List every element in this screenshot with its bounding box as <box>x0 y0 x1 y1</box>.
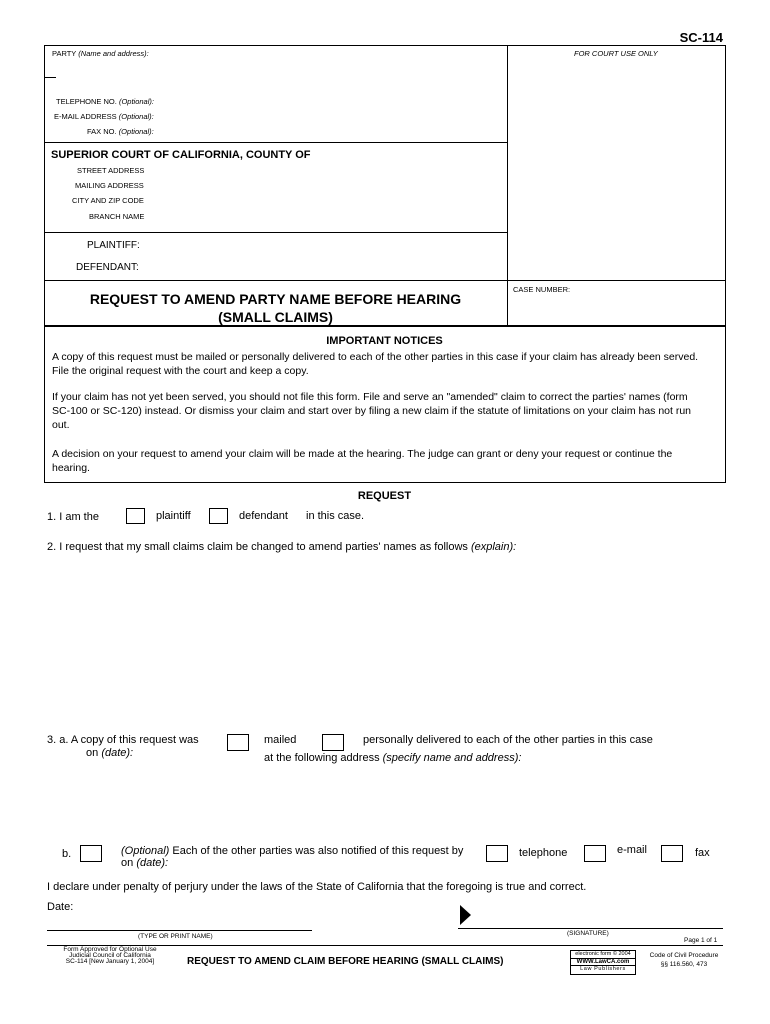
optional-notify-checkbox[interactable] <box>80 845 102 862</box>
fax-option-label: fax <box>695 847 710 859</box>
lawca-badge: electronic form © 2004 WWW.LawCA.com Law Publishers <box>570 950 636 975</box>
fax-checkbox[interactable] <box>661 845 683 862</box>
notice-paragraph-1: A copy of this request must be mailed or personally delivered to each of the other parties in this case if your claim has already been served. File the original request with the court and keep a copy. <box>52 351 699 377</box>
item3b-label: b. <box>62 848 72 860</box>
notice-paragraph-3: A decision on your request to amend your claim will be made at the hearing. The judge can grant or deny your request or continue the hearing. <box>52 448 673 474</box>
sign-here-arrow-icon <box>460 905 471 925</box>
mailed-checkbox[interactable] <box>227 734 249 751</box>
defendant-checkbox[interactable] <box>209 508 228 524</box>
item3a-address-label: at the following address (specify name and address): <box>264 752 522 764</box>
form-title-line2: (SMALL CLAIMS) <box>218 309 333 325</box>
city-label: CITY AND ZIP CODE <box>72 196 144 205</box>
plaintiff-label: PLAINTIFF: <box>87 240 140 251</box>
mailing-label: MAILING ADDRESS <box>75 181 144 190</box>
street-label: STREET ADDRESS <box>77 166 145 175</box>
declaration-text: I declare under penalty of perjury under the laws of the State of California that the foregoing is true and correct. <box>47 881 587 893</box>
form-number: SC-114 <box>679 30 723 45</box>
branch-label: BRANCH NAME <box>89 212 145 221</box>
case-number-label: CASE NUMBER: <box>513 285 571 294</box>
title-top-divider <box>44 280 725 281</box>
telephone-label: TELEPHONE NO. (Optional): <box>56 97 154 106</box>
name-line <box>47 930 312 931</box>
page-number: Page 1 of 1 <box>684 937 718 944</box>
footer-title: REQUEST TO AMEND CLAIM BEFORE HEARING (SMALL CLAIMS) <box>187 956 504 967</box>
item3b-text: (Optional) Each of the other parties was also notified of this request by <box>121 845 464 857</box>
form-approved-block: Form Approved for Optional Use Judicial Council of California SC-114 [New January 1, 2004] <box>63 946 157 965</box>
caption-divider <box>507 45 508 325</box>
signature-field[interactable] <box>480 905 720 927</box>
form-title-line1: REQUEST TO AMEND PARTY NAME BEFORE HEARING <box>89 291 462 307</box>
telephone-option-label: telephone <box>519 847 568 859</box>
signature-line <box>458 928 723 929</box>
party-name-mark <box>44 77 56 78</box>
item3a-date-label: on (date): <box>86 747 134 759</box>
party-label: PARTY (Name and address): <box>52 49 149 58</box>
telephone-checkbox[interactable] <box>486 845 508 862</box>
item3a-label: 3. a. A copy of this request was <box>47 734 199 746</box>
email-checkbox[interactable] <box>584 845 606 862</box>
type-name-label: (TYPE OR PRINT NAME) <box>138 933 213 940</box>
code-citation: Code of Civil Procedure §§ 116.560, 473 <box>649 952 719 968</box>
mailed-option-label: mailed <box>264 734 297 746</box>
defendant-option-label: defendant <box>239 510 288 522</box>
date-field[interactable] <box>75 898 275 914</box>
plaintiff-option-label: plaintiff <box>156 510 191 522</box>
fax-label: FAX NO. (Optional): <box>87 127 154 136</box>
notices-heading: IMPORTANT NOTICES <box>326 335 443 347</box>
party-court-divider <box>44 142 507 143</box>
item3b-date-label: on (date): <box>121 857 169 869</box>
request-heading: REQUEST <box>357 490 412 502</box>
item2-label: 2. I request that my small claims claim be changed to amend parties' names as follows (explain): <box>47 541 517 553</box>
court-name: SUPERIOR COURT OF CALIFORNIA, COUNTY OF <box>51 149 311 161</box>
court-parties-divider <box>44 232 507 233</box>
email-option-label: e-mail <box>617 844 647 856</box>
email-label: E-MAIL ADDRESS (Optional): <box>54 112 154 121</box>
notice-paragraph-2: If your claim has not yet been served, you should not file this form. File and serve an "amended" claim to correct the parties' names (form SC-100 or SC-120) instead. Or dismiss your claim and start over by filing a new claim if the statute of limitations on your claim has not run out. <box>52 391 692 431</box>
court-use-label: FOR COURT USE ONLY <box>574 49 658 58</box>
signature-label: (SIGNATURE) <box>567 930 609 937</box>
item1-prefix: 1. I am the <box>47 511 99 523</box>
date-label: Date: <box>47 901 74 913</box>
item1-suffix: in this case. <box>306 510 365 522</box>
caption-box <box>44 45 726 327</box>
defendant-label: DEFENDANT: <box>76 262 139 273</box>
personally-delivered-checkbox[interactable] <box>322 734 344 751</box>
personally-delivered-label: personally delivered to each of the other parties in this case <box>363 734 653 746</box>
explain-field[interactable] <box>47 560 722 720</box>
plaintiff-checkbox[interactable] <box>126 508 145 524</box>
